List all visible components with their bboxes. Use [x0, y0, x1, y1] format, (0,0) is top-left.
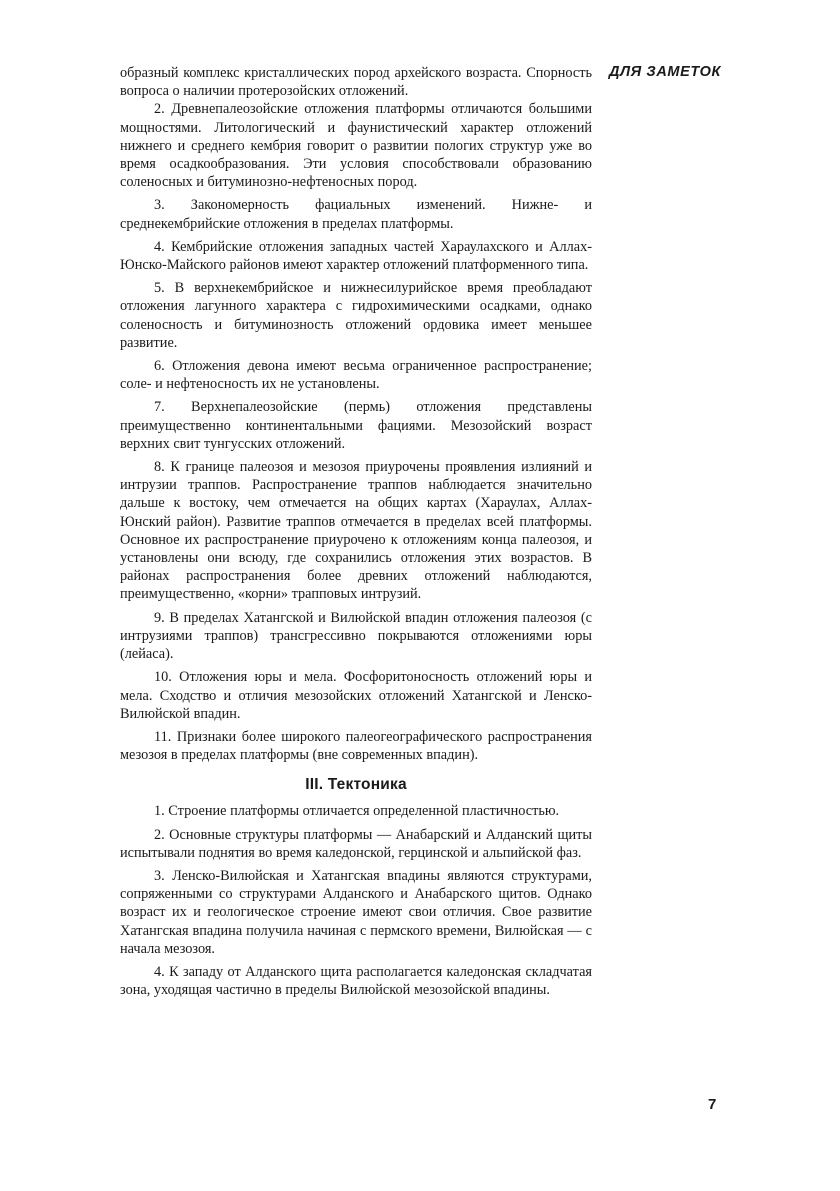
paragraph-6: 6. Отложения девона имеют весьма ограниченное распространение; соле- и нефтеносность их не установлены.	[120, 358, 592, 393]
paragraph-5: 5. В верхнекембрийское и нижнесилурийское время преобладают отложения лагунного характера с гидрохимическими осадками, однако соленосность и битуминозность отложений ордовика имеет меньшее развитие.	[120, 280, 592, 351]
tectonics-paragraph-1: 1. Строение платформы отличается определенной пластичностью.	[154, 803, 560, 820]
notes-margin-label: ДЛЯ ЗАМЕТОК	[609, 64, 722, 80]
paragraph-10: 10. Отложения юры и мела. Фосфоритоносность отложений юры и мела. Сходство и отличия мезозойских отложений Хатангской и Ленско-Вилюйской впадин.	[120, 669, 592, 722]
paragraph-8: 8. К границе палеозоя и мезозоя приурочены проявления излияний и интрузии траппов. Распространение траппов наблюдается значительно дальше к востоку, чем отмечается на общих картах (Хараулах, Аллах-Юнский район). Развитие траппов отмечается в пределах всей платформы. Основное их распространение приурочено к отложениям конца палеозоя, и установлены они всюду, где сохранились отложения этих возрастов. В районах распространения более древних отложений наблюдаются, преимущественно, «корни» трапповых интрузий.	[120, 459, 592, 603]
paragraph-3: 3. Закономерность фациальных изменений. Нижне- и среднекембрийские отложения в пределах платформы.	[120, 197, 592, 232]
tectonics-paragraph-2: 2. Основные структуры платформы — Анабарский и Алданский щиты испытывали поднятия во время каледонской, герцинской и альпийской фаз.	[120, 826, 592, 861]
paragraph-7: 7. Верхнепалеозойские (пермь) отложения представлены преимущественно континентальными фациями. Мезозойский возраст верхних свит тунгусских отложений.	[120, 399, 592, 452]
paragraph-4: 4. Кембрийские отложения западных частей Хараулахского и Аллах-Юнско-Майского районов имеют характер отложений платформенного типа.	[120, 238, 592, 274]
tectonics-paragraph-3: 3. Ленско-Вилюйская и Хатангская впадины являются структурами, сопряженными со структурами Алданского и Анабарского щитов. Однако возраст их и геологическое строение имеют свои отличия. Свое развитие Хатангская впадина получила начиная с пермского времени, Вилюйская — с начала мезозоя.	[120, 867, 592, 957]
page-number: 7	[708, 1096, 717, 1113]
paragraph-11: 11. Признаки более широкого палеогеографического распространения мезозоя в пределах платформы (вне современных впадин).	[120, 728, 592, 764]
intro-paragraph: образный комплекс кристаллических пород архейского возраста. Спорность вопроса о наличии протерозойских отложений.	[120, 65, 592, 100]
section-heading-tectonics: III. Тектоника	[305, 776, 407, 794]
body-text	[120, 64, 592, 999]
paragraph-2: 2. Древнепалеозойские отложения платформы отличаются большими мощностями. Литологический и фаунистический характер отложений нижнего и среднего кембрия говорит о развитии пологих структур уже во время осадкообразования. Эти условия способствовали образованию соленосных и битуминозно-нефтеносных пород.	[120, 101, 592, 191]
tectonics-paragraph-4: 4. К западу от Алданского щита располагается каледонская складчатая зона, уходящая частично в пределы Вилюйской мезозойской впадины.	[120, 963, 592, 999]
paragraph-9: 9. В пределах Хатангской и Вилюйской впадин отложения палеозоя (с интрузиями траппов) трансгрессивно покрываются отложениями юры (лейаса).	[120, 609, 592, 663]
